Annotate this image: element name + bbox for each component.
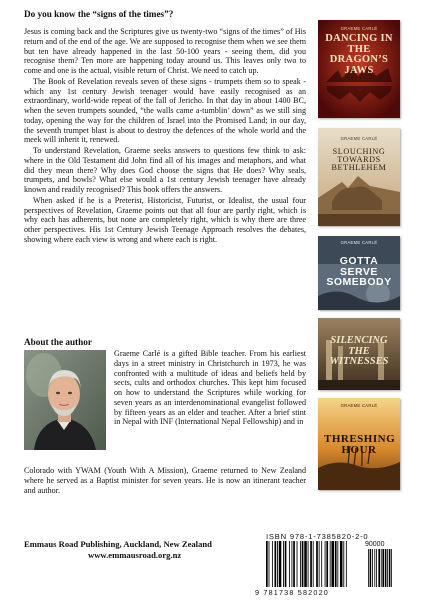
cover-4-title: SILENCING THE WITNESSES (329, 335, 389, 367)
isbn-barcode (264, 541, 396, 587)
cover-5-author: GRAEME CARLÉ (340, 403, 378, 408)
intro-paragraph-4: When asked if he is a Preterist, Historicist, Futurist, or Idealist, the usual four perspectives of Revelation, Graeme points out that all four are partly right, which is why each has adherents, but none are completely right, which is why there are three other perspectives. His 1st Century Jewish Teenage Approach resolves the debates, showing where each view is wrong and where each is right. (24, 195, 306, 244)
barcode-bar (297, 541, 298, 587)
barcode-bar (266, 541, 268, 587)
intro-heading: Do you know the “signs of the times”? (24, 9, 174, 19)
barcode-bar (269, 541, 270, 587)
barcode-bar (313, 541, 314, 587)
barcode-addon-bar (372, 549, 373, 587)
barcode-bar (272, 541, 273, 587)
author-bio-top: Graeme Carlé is a gifted Bible teacher. From his earliest days in a street ministry in Christchurch in 1973, he was confronted with a multitude of ideas and beliefs held by sects, cults and orthodox churches. This kept him focused on how to understand the Scriptures while working for seven years as an interdenominational evangelist followed by fifteen years as an elder and teacher. After a brief stint in Nepal with INF (International Nepal Fellowship) and in (114, 349, 306, 427)
barcode-bar (285, 541, 287, 587)
barcode-bar (302, 541, 304, 587)
barcode-bar (321, 541, 322, 587)
publisher-name: Emmaus Road Publishing, Auckland, New Zealand (24, 539, 212, 549)
barcode-bar (308, 541, 309, 587)
intro-paragraph-1: Jesus is coming back and the Scriptures give us twenty-two “signs of the times” of His return and of the end of the age. We are supposed to recognise them when we see them but ten have already happened in the last 50-100 years - seeing them, did you recognise them? Ten more are happening today around us. This leaves only two to come and one is the actual, visible return of Christ. We need to catch up. (24, 27, 306, 75)
cover-3-title: GOTTA SERVE SOMEBODY (326, 255, 392, 288)
barcode-bar (275, 541, 277, 587)
barcode-bar (325, 541, 326, 587)
barcode-bar (326, 541, 328, 587)
barcode-addon-bar (368, 549, 369, 587)
cover-dancing-dragons-jaws (318, 20, 400, 118)
barcode-addon-bar (370, 549, 372, 587)
barcode-bar (304, 541, 307, 587)
barcode-bar (279, 541, 282, 587)
barcode-addon-bar (381, 549, 382, 587)
author-photo (24, 350, 106, 450)
cover-2-title: SLOUCHING TOWARDS BETHLEHEM (331, 147, 387, 173)
barcode-addon-bar (376, 549, 377, 587)
barcode-bar (330, 541, 331, 587)
barcode-number: 9 781738 582020 (255, 588, 329, 597)
barcode-bar (331, 541, 334, 587)
publisher-website: www.emmausroad.org.nz (88, 550, 182, 560)
barcode-addon-bar (389, 549, 391, 587)
barcode-addon-bar (382, 549, 384, 587)
cover-1-author: GRAEME CARLÉ (340, 26, 378, 31)
barcode-addon-bar (374, 549, 375, 587)
barcode-addon-bar (387, 549, 388, 587)
barcode-bar (310, 541, 312, 587)
barcode-bar (337, 541, 338, 587)
barcode-bar (340, 541, 343, 587)
barcode-addon-bar (391, 549, 392, 587)
about-author-heading: About the author (24, 337, 92, 347)
intro-paragraph-3: To understand Revelation, Graeme seeks answers to questions few think to ask: where in the Old Testament did John find all of his images and metaphors, and what did they mean there? Why does God choose the signs that He does? Why seals, trumpets, and bowls? What else would a 1st century Jewish teenager have already known and readily recognised? This book offers the answers. (24, 146, 306, 194)
barcode-bar (335, 541, 337, 587)
author-portrait-image (24, 350, 106, 450)
barcode-bar (343, 541, 344, 587)
barcode-addon-bar (378, 549, 380, 587)
barcode-bar (293, 541, 295, 587)
cover-slouching-towards-bethlehem (318, 128, 400, 226)
isbn-label: ISBN 978-1-7385820-2-0 (266, 532, 369, 541)
cover-2-author: GRAEME CARLÉ (340, 136, 378, 141)
cover-5-title: THRESHING HOUR (324, 433, 396, 456)
barcode-bar (292, 541, 293, 587)
intro-section (24, 9, 306, 245)
barcode-bar (277, 541, 278, 587)
cover-silencing-witnesses (318, 318, 400, 390)
price-code: 90000 (365, 541, 385, 548)
barcode-bar (319, 541, 320, 587)
barcode-bar (283, 541, 284, 587)
barcode-bar (289, 541, 290, 587)
cover-gotta-serve-somebody (318, 236, 400, 310)
author-bio-bottom: Colorado with YWAM (Youth With A Mission), Graeme returned to New Zealand where he served as a Baptist minister for seven years. He is now an itinerant teacher and author. (24, 466, 306, 495)
cover-art-sphinx (318, 128, 400, 226)
barcode-addon-bar (385, 549, 387, 587)
cover-threshing-hour (318, 398, 400, 490)
barcode-bar (316, 541, 318, 587)
cover-1-title: DANCING IN THE DRAGON’S JAWS (325, 33, 393, 76)
cover-3-author: GRAEME CARLÉ (340, 240, 378, 245)
barcode-bar (300, 541, 301, 587)
intro-paragraph-2: The Book of Revelation reveals seven of these signs - trumpets them so to speak - which any 1st century Jewish teenager would have easily recognised as an extraordinary, world-wide repeat of the fall of Jericho. In that day in about 1400 BC, when the seven trumpets sounded, “the walls came a-tumblin’ down” as we still sing today, opening the way for the children of Israel into the Promised Land; in our day, the seventh trumpet blast is about to destroy the defences of the whole world and the meek will inherit it, renewed. (24, 76, 306, 145)
barcode-bar (346, 541, 347, 587)
